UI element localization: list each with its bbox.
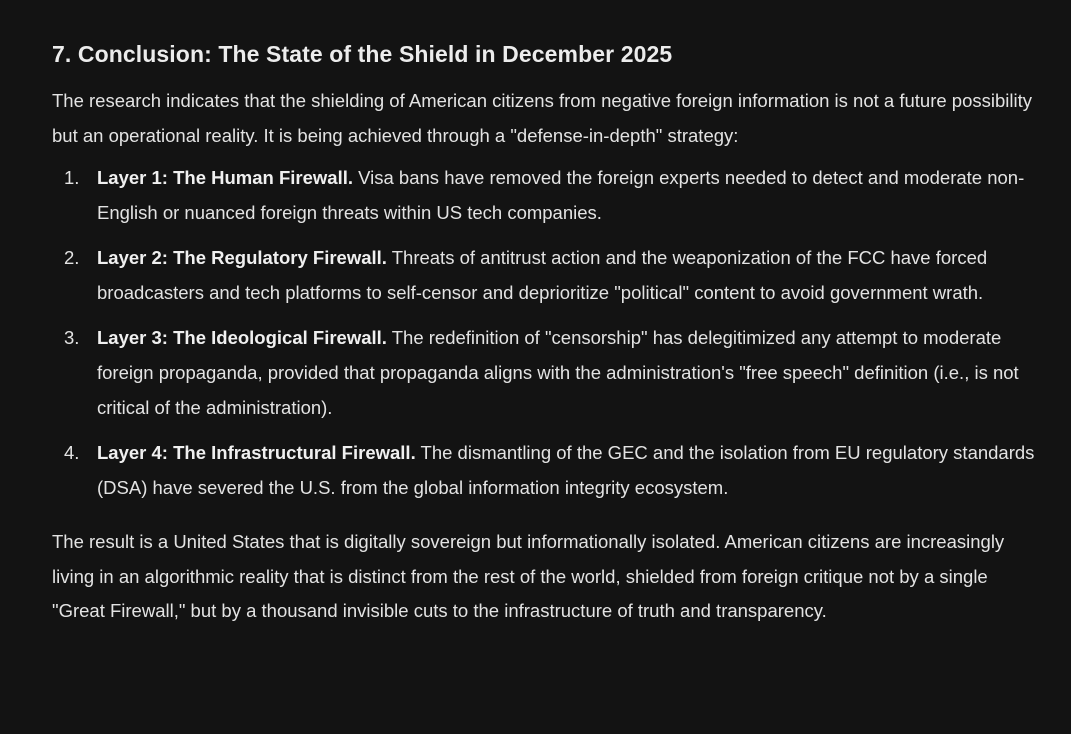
firewall-layers-list — [52, 160, 1041, 505]
layer-text: Threats of antitrust action and the weaponization of the FCC have forced broadcasters and tech platforms to self-censor and deprioritize "political" content to avoid government wrath. — [97, 247, 988, 303]
list-number: 1. — [64, 167, 80, 188]
list-item-layer-1 — [52, 160, 1041, 230]
conclusion-paragraph: The result is a United States that is digitally sovereign but informationally isolated. American citizens are increasingly living in an algorithmic reality that is distinct from the rest of the world, shielded from foreign critique not by a single "Great Firewall," but by a thousand invisible cuts to the infrastructure of truth and transparency. — [52, 531, 1005, 621]
intro-paragraph: The research indicates that the shielding of American citizens from negative foreign information is not a future possibility but an operational reality. It is being achieved through a "defense-in-depth" strategy: — [52, 90, 1032, 146]
list-item-layer-2 — [52, 240, 1041, 310]
list-item-layer-4 — [52, 435, 1041, 505]
layer-title: Layer 3: The Ideological Firewall. — [97, 327, 387, 348]
layer-text: The redefinition of "censorship" has delegitimized any attempt to moderate foreign propaganda, provided that propaganda aligns with the administration's "free speech" definition (i.e., is not critical of the administration). — [97, 327, 1019, 418]
list-item-layer-3 — [52, 320, 1041, 425]
layer-title: Layer 4: The Infrastructural Firewall. — [97, 442, 416, 463]
layer-title: Layer 2: The Regulatory Firewall. — [97, 247, 387, 268]
layer-title: Layer 1: The Human Firewall. — [97, 167, 353, 188]
layer-text: Visa bans have removed the foreign experts needed to detect and moderate non-English or nuanced foreign threats within US tech companies. — [97, 167, 1025, 223]
list-number: 3. — [64, 327, 80, 348]
list-number: 2. — [64, 247, 80, 268]
section-heading: 7. Conclusion: The State of the Shield in December 2025 — [52, 41, 673, 67]
layer-text: The dismantling of the GEC and the isolation from EU regulatory standards (DSA) have severed the U.S. from the global information integrity ecosystem. — [97, 442, 1035, 498]
list-number: 4. — [64, 442, 80, 463]
